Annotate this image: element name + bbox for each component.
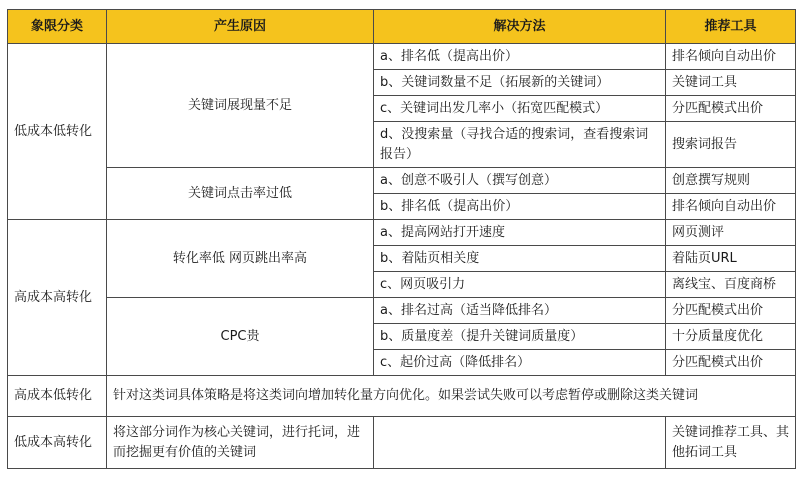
reason-cell: CPC贵 <box>107 298 374 376</box>
method-cell: a、提高网站打开速度 <box>374 220 666 246</box>
quadrant-cell: 低成本高转化 <box>8 417 107 469</box>
tool-cell: 分匹配模式出价 <box>666 96 796 122</box>
quadrant-cell: 高成本低转化 <box>8 376 107 417</box>
header-tool: 推荐工具 <box>666 10 796 44</box>
tool-cell: 排名倾向自动出价 <box>666 44 796 70</box>
table-row <box>8 298 796 324</box>
table-row <box>8 220 796 246</box>
table-row <box>8 168 796 194</box>
reason-cell: 转化率低 网页跳出率高 <box>107 220 374 298</box>
header-method: 解决方法 <box>374 10 666 44</box>
method-cell: b、排名低（提高出价） <box>374 194 666 220</box>
tool-cell: 排名倾向自动出价 <box>666 194 796 220</box>
method-cell: b、着陆页相关度 <box>374 246 666 272</box>
reason-cell: 关键词展现量不足 <box>107 44 374 168</box>
tool-cell: 搜索词报告 <box>666 122 796 168</box>
method-cell: a、创意不吸引人（撰写创意） <box>374 168 666 194</box>
method-cell: d、没搜索量（寻找合适的搜索词，查看搜索词报告） <box>374 122 666 168</box>
method-cell: c、网页吸引力 <box>374 272 666 298</box>
method-cell: b、关键词数量不足（拓展新的关键词） <box>374 70 666 96</box>
method-cell: c、起价过高（降低排名） <box>374 350 666 376</box>
tool-cell: 分匹配模式出价 <box>666 350 796 376</box>
tool-cell: 分匹配模式出价 <box>666 298 796 324</box>
tool-cell: 网页测评 <box>666 220 796 246</box>
table-row <box>8 417 796 469</box>
keyword-quadrant-table <box>7 9 796 469</box>
reason-cell: 关键词点击率过低 <box>107 168 374 220</box>
method-cell: c、关键词出发几率小（拓宽匹配模式） <box>374 96 666 122</box>
header-quadrant: 象限分类 <box>8 10 107 44</box>
tool-cell: 离线宝、百度商桥 <box>666 272 796 298</box>
quadrant-cell: 低成本低转化 <box>8 44 107 220</box>
method-cell: a、排名过高（适当降低排名） <box>374 298 666 324</box>
strategy-cell: 将这部分词作为核心关键词，进行托词，进而挖掘更有价值的关键词 <box>107 417 374 469</box>
strategy-cell: 针对这类词具体策略是将这类词向增加转化量方向优化。如果尝试失败可以考虑暂停或删除这类关键词 <box>107 376 796 417</box>
tool-cell: 创意撰写规则 <box>666 168 796 194</box>
tool-cell: 关键词推荐工具、其他拓词工具 <box>666 417 796 469</box>
method-cell: b、质量度差（提升关键词质量度） <box>374 324 666 350</box>
method-cell: a、排名低（提高出价） <box>374 44 666 70</box>
table-row <box>8 376 796 417</box>
tool-cell: 十分质量度优化 <box>666 324 796 350</box>
table-row <box>8 44 796 70</box>
header-reason: 产生原因 <box>107 10 374 44</box>
tool-cell: 关键词工具 <box>666 70 796 96</box>
header-row <box>8 10 796 44</box>
tool-cell: 着陆页URL <box>666 246 796 272</box>
quadrant-cell: 高成本高转化 <box>8 220 107 376</box>
empty-cell <box>374 417 666 469</box>
